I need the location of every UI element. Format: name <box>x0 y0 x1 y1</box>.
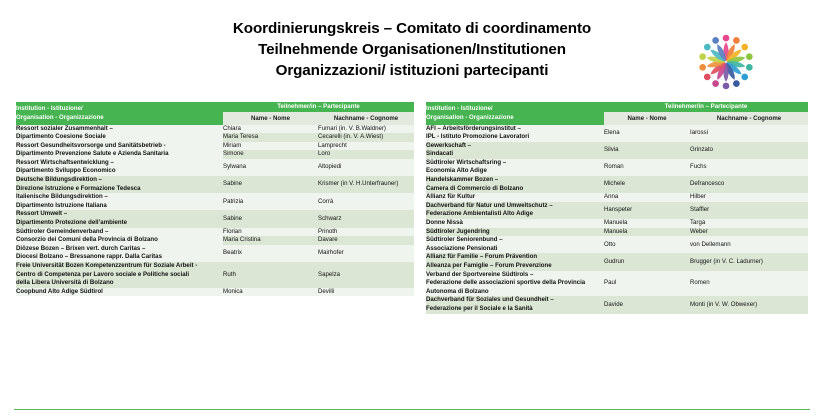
organization-line: Federazione per il Sociale e la Sanità <box>426 304 533 312</box>
organization-line: Alleanza per Famiglie – Forum Prevenzione <box>426 262 552 269</box>
col-header-participant: Teilnehmer/in – Partecipante <box>223 102 414 112</box>
cell-organization <box>16 288 223 297</box>
cell-organization <box>16 142 223 159</box>
col-header-institution <box>426 102 604 125</box>
organization-line: Dachverband für Soziales und Gesundheit – <box>426 296 554 304</box>
cell-organization <box>16 228 223 245</box>
organization-line: Allianz für Familie – Forum Prävention <box>426 253 538 261</box>
organization-line: Ressort Umwelt – <box>16 210 68 218</box>
table-head-right <box>426 102 808 125</box>
col-header-institution-line2: Organisation - Organizzazione <box>426 114 514 122</box>
cell-surname: Krismer (in V. H.Unterfrauner) <box>318 176 414 193</box>
cell-organization <box>426 125 604 142</box>
cell-first-name: Maria Cristina <box>223 236 318 245</box>
cell-organization <box>16 125 223 142</box>
organization-line: Autonoma di Bolzano <box>426 287 489 295</box>
cell-first-name: Gudrun <box>604 253 690 270</box>
organization-line: Camera di Commercio di Bolzano <box>426 184 524 192</box>
table-row <box>426 125 808 142</box>
cell-organization <box>426 219 604 228</box>
table-row <box>16 125 414 134</box>
table-row <box>426 296 808 313</box>
organization-line: Dipartimento Istruzione Italiana <box>16 201 107 209</box>
organization-line: Ressort sozialer Zusammenhalt – <box>16 124 113 132</box>
cell-organization <box>16 159 223 176</box>
cell-surname: Devilli <box>318 288 414 297</box>
cell-organization <box>426 159 604 176</box>
cell-surname: Fuchs <box>690 159 808 176</box>
organization-line: Ressort Wirtschaftsentwicklung – <box>16 158 114 166</box>
cell-first-name: Sylwana <box>223 159 318 176</box>
cell-first-name: Hanspeter <box>604 202 690 219</box>
table-row <box>426 228 808 237</box>
table-row <box>426 159 808 176</box>
cell-surname: Prinoth <box>318 228 414 237</box>
table-row <box>16 142 414 151</box>
organization-line: Dachverband für Natur und Umweltschutz – <box>426 201 553 209</box>
cell-first-name: Roman <box>604 159 690 176</box>
cell-surname: von Dellemann <box>690 236 808 253</box>
organization-line: Economia Alto Adige <box>426 167 487 175</box>
organization-line: Südtiroler Jugendring <box>426 227 490 235</box>
circle-of-people-logo-icon <box>686 24 766 100</box>
organization-line: della Libera Università di Bolzano <box>16 279 114 287</box>
cell-first-name: Sabine <box>223 176 318 193</box>
cell-surname: Grinzato <box>690 142 808 159</box>
organization-line: Dipartimento Protezione dell’ambiente <box>16 219 128 227</box>
organization-line: Südtiroler Seniorenbund – <box>426 236 503 244</box>
cell-surname: Loro <box>318 150 414 159</box>
cell-first-name: Otto <box>604 236 690 253</box>
table-body-right <box>426 125 808 314</box>
col-header-institution-line1: Institution - Istituzione/ <box>16 104 83 112</box>
organization-line: Diocesi Bolzano – Bressanone rappr. Dalla Caritas <box>16 253 162 261</box>
cell-surname: Monti (in V. W. Obwexer) <box>690 296 808 313</box>
organization-line: Direzione Istruzione e Formazione Tedesca <box>16 184 141 192</box>
table-row <box>16 193 414 210</box>
cell-surname: Hilber <box>690 193 808 202</box>
col-header-name: Name - Nome <box>223 112 318 125</box>
cell-first-name: Miriam <box>223 142 318 151</box>
cell-organization <box>16 262 223 288</box>
organization-line: Verband der Sportvereine Südtirols – <box>426 270 534 278</box>
col-header-institution-line1: Institution - Istituzione/ <box>426 104 493 112</box>
table-row <box>426 193 808 202</box>
cell-first-name: Sabine <box>223 210 318 227</box>
organization-line: Sindacati <box>426 150 454 158</box>
table-row <box>426 253 808 270</box>
table-head-left <box>16 102 414 125</box>
organization-line: Associazione Pensionati <box>426 244 498 252</box>
cell-first-name: Anna <box>604 193 690 202</box>
organization-line: Donne Nissà <box>426 219 463 227</box>
cell-surname: Staffler <box>690 202 808 219</box>
cell-organization <box>16 193 223 210</box>
cell-surname: Defrancesco <box>690 176 808 193</box>
cell-first-name: Maria Teresa <box>223 133 318 142</box>
organization-line: Federazione Ambientalisti Alto Adige <box>426 210 533 218</box>
table-row <box>426 236 808 253</box>
organization-line: Freie Universität Bozen Kompetenzzentrum für Soziale Arbeit - <box>16 262 198 269</box>
cell-surname: Brugger (in V. C. Ladurner) <box>690 253 808 270</box>
table-row <box>16 159 414 176</box>
cell-surname: Targa <box>690 219 808 228</box>
table-row <box>16 245 414 262</box>
col-header-institution <box>16 102 223 125</box>
table-row <box>16 210 414 227</box>
bottom-rule <box>14 409 810 410</box>
cell-organization <box>16 210 223 227</box>
organization-line: Südtiroler Gemeindenverband – <box>16 227 109 235</box>
participants-table-right <box>426 102 808 314</box>
col-header-surname: Nachname - Cognome <box>690 112 808 125</box>
table-body-left <box>16 125 414 297</box>
cell-surname: Romen <box>690 271 808 297</box>
organization-line: Federazione delle associazioni sportive della Provincia <box>426 279 586 287</box>
cell-first-name: Beatrix <box>223 245 318 262</box>
organization-line: Centro di Competenza per Lavoro sociale e Politiche sociali <box>16 270 190 278</box>
organization-line: Allianz für Kultur <box>426 193 476 201</box>
organization-line: Dipartimento Coesione Sociale <box>16 133 106 141</box>
organization-line: Dipartimento Sviluppo Economico <box>16 167 116 175</box>
cell-surname: Davare <box>318 236 414 245</box>
organization-line: IPL - Istituto Promozione Lavoratori <box>426 133 530 141</box>
cell-organization <box>426 142 604 159</box>
cell-organization <box>426 228 604 237</box>
cell-first-name: Ruth <box>223 262 318 288</box>
cell-first-name: Michele <box>604 176 690 193</box>
cell-surname: Corrà <box>318 193 414 210</box>
cell-organization <box>426 176 604 193</box>
cell-surname: Schwarz <box>318 210 414 227</box>
organization-line: Consorzio dei Comuni della Provincia di Bolzano <box>16 236 158 244</box>
title-line-1: Koordinierungskreis – Comitato di coordinamento <box>232 20 592 37</box>
cell-first-name: Davide <box>604 296 690 313</box>
participants-tables <box>0 102 824 408</box>
cell-organization <box>426 271 604 297</box>
organization-line: Dipartimento Prevenzione Salute e Azienda Sanitaria <box>16 150 169 158</box>
table-row <box>16 262 414 288</box>
organization-line: AFI – Arbeitsförderungsinstitut – <box>426 124 521 132</box>
cell-first-name: Chiara <box>223 125 318 134</box>
cell-first-name: Manuela <box>604 219 690 228</box>
organization-line: Diözese Bozen – Brixen vert. durch Caritas – <box>16 244 146 252</box>
cell-organization <box>426 236 604 253</box>
cell-first-name: Patrizia <box>223 193 318 210</box>
cell-first-name: Paul <box>604 271 690 297</box>
title-line-2: Teilnehmende Organisationen/Institutionen <box>258 41 566 58</box>
cell-surname: Mairhofer <box>318 245 414 262</box>
cell-organization <box>426 253 604 270</box>
organization-line: Gewerkschaft – <box>426 141 472 149</box>
table-row <box>16 176 414 193</box>
cell-first-name: Silvia <box>604 142 690 159</box>
cell-surname: Altopiedi <box>318 159 414 176</box>
cell-organization <box>426 202 604 219</box>
cell-first-name: Elena <box>604 125 690 142</box>
col-header-participant: Teilnehmer/in – Partecipante <box>604 102 808 112</box>
cell-surname: Iarossi <box>690 125 808 142</box>
table-header-row-main <box>16 102 414 112</box>
participants-table-left <box>16 102 414 296</box>
table-row <box>426 271 808 297</box>
table-row <box>426 176 808 193</box>
cell-organization <box>16 245 223 262</box>
cell-first-name: Monica <box>223 288 318 297</box>
cell-surname: Lamprecht <box>318 142 414 151</box>
cell-first-name: Manuela <box>604 228 690 237</box>
organization-line: Ressort Gesundheitsvorsorge und Sanitätsbetrieb - <box>16 141 166 149</box>
table-row <box>16 228 414 237</box>
cell-surname: Sapelza <box>318 262 414 288</box>
cell-organization <box>426 193 604 202</box>
table-row <box>426 142 808 159</box>
cell-first-name: Florian <box>223 228 318 237</box>
col-header-institution-line2: Organisation - Organizzazione <box>16 114 104 122</box>
cell-first-name: Simone <box>223 150 318 159</box>
cell-organization <box>426 296 604 313</box>
title-line-3: Organizzazioni/ istituzioni partecipanti <box>275 62 549 79</box>
organization-line: Südtiroler Wirtschaftsring – <box>426 158 507 166</box>
table-header-row-main <box>426 102 808 112</box>
organization-line: Deutsche Bildungsdirektion – <box>16 176 103 184</box>
table-row <box>426 219 808 228</box>
cell-surname: Fumari (in. V. B.Waldner) <box>318 125 414 134</box>
col-header-surname: Nachname - Cognome <box>318 112 414 125</box>
cell-surname: Cecarelli (in. V. A.Wiest) <box>318 133 414 142</box>
organization-line: Italienische Bildungsdirektion – <box>16 193 108 201</box>
organization-line: Coopbund Alto Adige Südtirol <box>16 287 103 295</box>
cell-surname: Weber <box>690 228 808 237</box>
cell-organization <box>16 176 223 193</box>
organization-line: Handelskammer Bozen – <box>426 176 499 184</box>
table-row <box>426 202 808 219</box>
table-row <box>16 288 414 297</box>
col-header-name: Name - Nome <box>604 112 690 125</box>
